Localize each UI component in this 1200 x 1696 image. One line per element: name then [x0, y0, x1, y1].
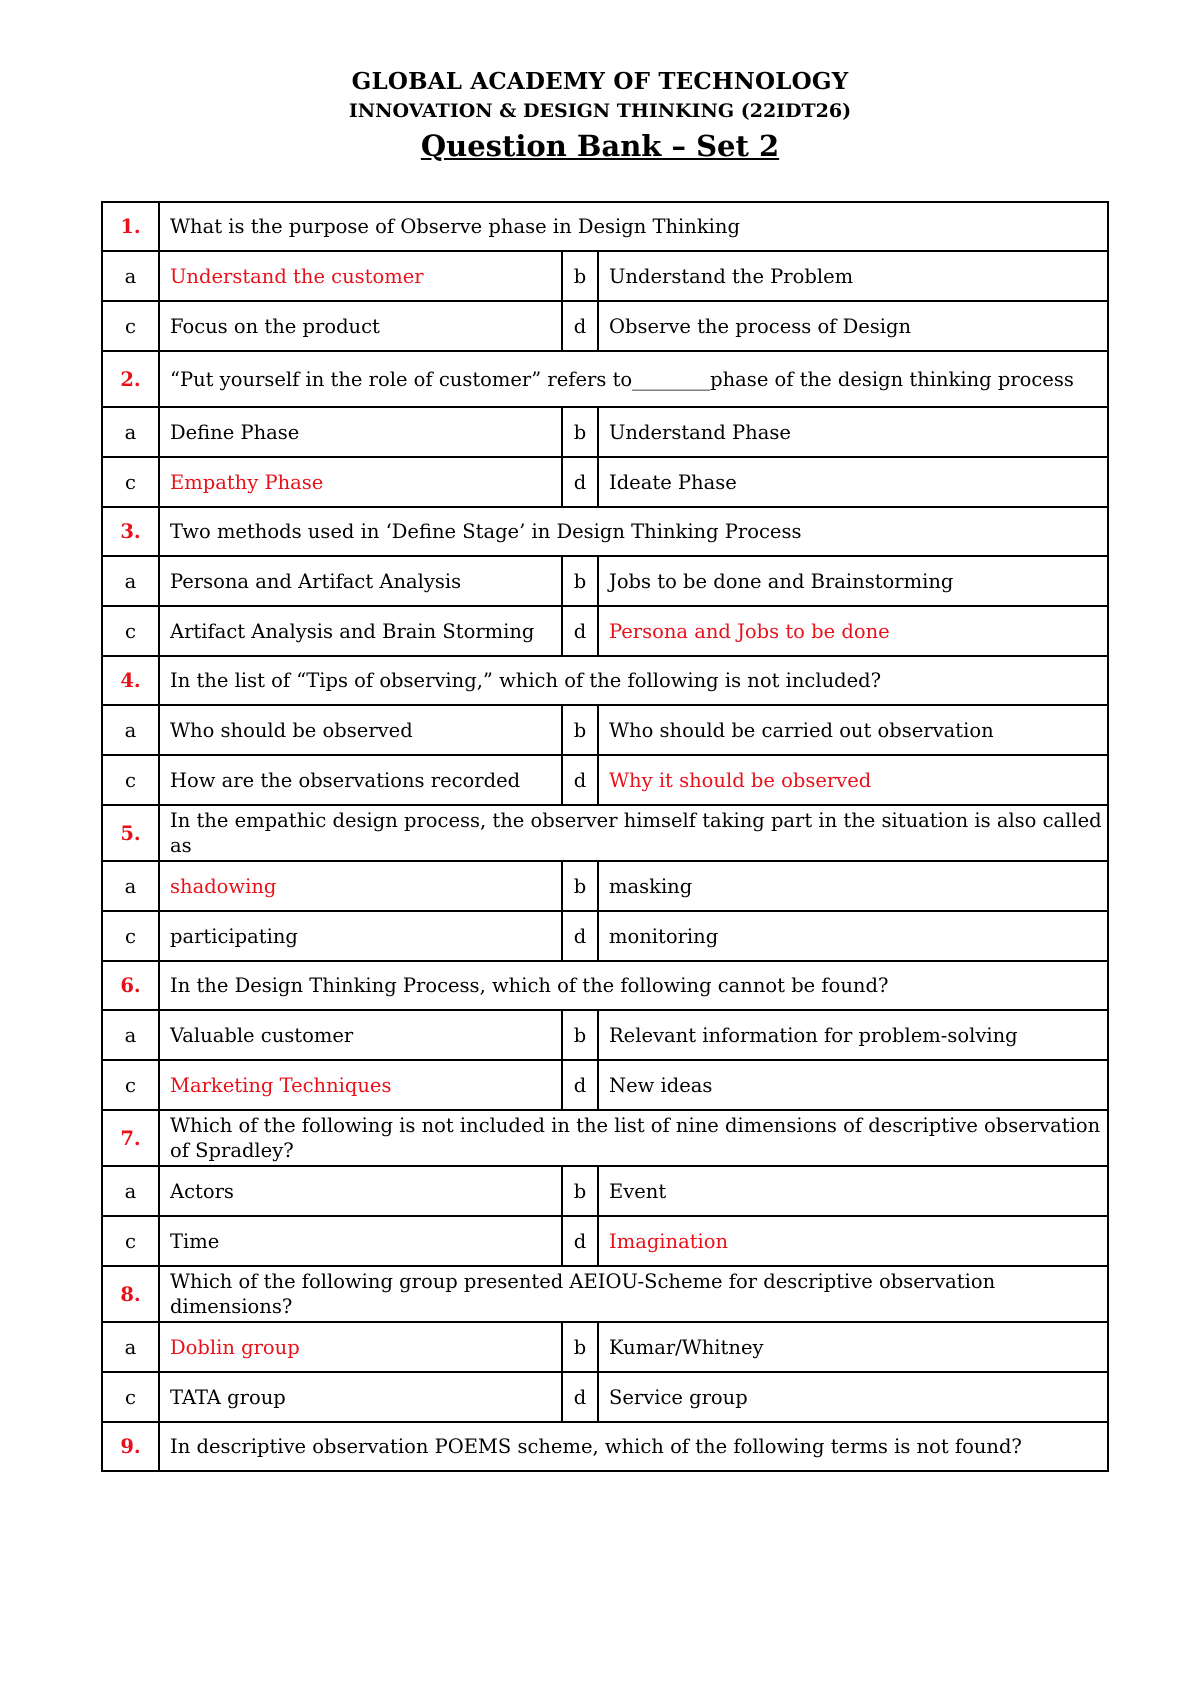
option-letter: b — [562, 705, 598, 755]
option-letter: c — [102, 457, 159, 507]
question-number: 3. — [102, 507, 159, 556]
question-text: In the list of “Tips of observing,” which of the following is not included? — [159, 656, 1108, 705]
question-row — [102, 351, 1108, 407]
option-letter: c — [102, 911, 159, 961]
question-row — [102, 507, 1108, 556]
option-row — [102, 705, 1108, 755]
question-row — [102, 1110, 1108, 1166]
option-letter: a — [102, 251, 159, 301]
question-table — [101, 201, 1109, 1472]
option-text: Service group — [598, 1372, 1108, 1422]
option-letter: c — [102, 1372, 159, 1422]
option-letter: b — [562, 1322, 598, 1372]
option-text: Who should be observed — [159, 705, 562, 755]
option-text: Understand the Problem — [598, 251, 1108, 301]
option-row — [102, 911, 1108, 961]
question-number: 2. — [102, 351, 159, 407]
option-row — [102, 301, 1108, 351]
question-number: 9. — [102, 1422, 159, 1471]
option-text: Time — [159, 1216, 562, 1266]
option-letter: c — [102, 1216, 159, 1266]
option-letter: a — [102, 556, 159, 606]
question-text: “Put yourself in the role of customer” refers to________phase of the design thinking process — [159, 351, 1108, 407]
option-letter: a — [102, 1322, 159, 1372]
option-letter: b — [562, 556, 598, 606]
correct-answer-option: Imagination — [598, 1216, 1108, 1266]
option-text: Relevant information for problem-solving — [598, 1010, 1108, 1060]
option-row — [102, 861, 1108, 911]
question-number: 4. — [102, 656, 159, 705]
question-number: 8. — [102, 1266, 159, 1322]
option-letter: c — [102, 606, 159, 656]
option-letter: d — [562, 1060, 598, 1110]
question-row — [102, 805, 1108, 861]
question-text: Which of the following is not included in the list of nine dimensions of descriptive observation of Spradley? — [159, 1110, 1108, 1166]
question-row — [102, 961, 1108, 1010]
option-letter: d — [562, 1372, 598, 1422]
question-row — [102, 656, 1108, 705]
page-title: Question Bank – Set 2 — [420, 129, 780, 163]
option-letter: d — [562, 911, 598, 961]
option-letter: b — [562, 1166, 598, 1216]
option-letter: a — [102, 861, 159, 911]
option-letter: b — [562, 861, 598, 911]
option-text: Persona and Artifact Analysis — [159, 556, 562, 606]
option-text: New ideas — [598, 1060, 1108, 1110]
option-text: Valuable customer — [159, 1010, 562, 1060]
option-row — [102, 251, 1108, 301]
option-row — [102, 556, 1108, 606]
option-letter: c — [102, 755, 159, 805]
option-letter: d — [562, 457, 598, 507]
option-letter: b — [562, 1010, 598, 1060]
option-letter: a — [102, 1010, 159, 1060]
option-letter: b — [562, 407, 598, 457]
option-row — [102, 606, 1108, 656]
option-letter: d — [562, 755, 598, 805]
option-text: Artifact Analysis and Brain Storming — [159, 606, 562, 656]
option-letter: c — [102, 1060, 159, 1110]
option-letter: a — [102, 705, 159, 755]
option-text: Jobs to be done and Brainstorming — [598, 556, 1108, 606]
option-text: Event — [598, 1166, 1108, 1216]
option-text: Who should be carried out observation — [598, 705, 1108, 755]
option-text: Define Phase — [159, 407, 562, 457]
correct-answer-option: Why it should be observed — [598, 755, 1108, 805]
option-text: masking — [598, 861, 1108, 911]
option-letter: d — [562, 606, 598, 656]
option-text: Focus on the product — [159, 301, 562, 351]
correct-answer-option: Empathy Phase — [159, 457, 562, 507]
option-letter: c — [102, 301, 159, 351]
option-text: monitoring — [598, 911, 1108, 961]
option-letter: a — [102, 407, 159, 457]
document-header — [0, 68, 1200, 164]
option-row — [102, 1322, 1108, 1372]
correct-answer-option: Doblin group — [159, 1322, 562, 1372]
option-row — [102, 457, 1108, 507]
question-row — [102, 1266, 1108, 1322]
option-row — [102, 1010, 1108, 1060]
question-row — [102, 202, 1108, 251]
question-number: 7. — [102, 1110, 159, 1166]
option-letter: d — [562, 301, 598, 351]
option-text: Actors — [159, 1166, 562, 1216]
question-text: In the empathic design process, the observer himself taking part in the situation is also called as — [159, 805, 1108, 861]
option-text: Ideate Phase — [598, 457, 1108, 507]
option-letter: b — [562, 251, 598, 301]
option-text: Observe the process of Design — [598, 301, 1108, 351]
question-text: Which of the following group presented AEIOU-Scheme for descriptive observation dimensions? — [159, 1266, 1108, 1322]
question-row — [102, 1422, 1108, 1471]
option-row — [102, 407, 1108, 457]
option-text: How are the observations recorded — [159, 755, 562, 805]
correct-answer-option: Persona and Jobs to be done — [598, 606, 1108, 656]
option-row — [102, 1166, 1108, 1216]
option-text: participating — [159, 911, 562, 961]
correct-answer-option: Marketing Techniques — [159, 1060, 562, 1110]
question-number: 6. — [102, 961, 159, 1010]
option-row — [102, 1216, 1108, 1266]
institution-name: GLOBAL ACADEMY OF TECHNOLOGY — [351, 68, 849, 95]
option-text: TATA group — [159, 1372, 562, 1422]
correct-answer-option: shadowing — [159, 861, 562, 911]
question-text: What is the purpose of Observe phase in Design Thinking — [159, 202, 1108, 251]
option-text: Kumar/Whitney — [598, 1322, 1108, 1372]
option-letter: d — [562, 1216, 598, 1266]
option-row — [102, 755, 1108, 805]
question-number: 5. — [102, 805, 159, 861]
question-number: 1. — [102, 202, 159, 251]
course-title: INNOVATION & DESIGN THINKING (22IDT26) — [348, 100, 852, 122]
question-text: In the Design Thinking Process, which of the following cannot be found? — [159, 961, 1108, 1010]
correct-answer-option: Understand the customer — [159, 251, 562, 301]
question-text: Two methods used in ‘Define Stage’ in Design Thinking Process — [159, 507, 1108, 556]
question-text: In descriptive observation POEMS scheme, which of the following terms is not found? — [159, 1422, 1108, 1471]
option-row — [102, 1372, 1108, 1422]
option-text: Understand Phase — [598, 407, 1108, 457]
option-row — [102, 1060, 1108, 1110]
option-letter: a — [102, 1166, 159, 1216]
